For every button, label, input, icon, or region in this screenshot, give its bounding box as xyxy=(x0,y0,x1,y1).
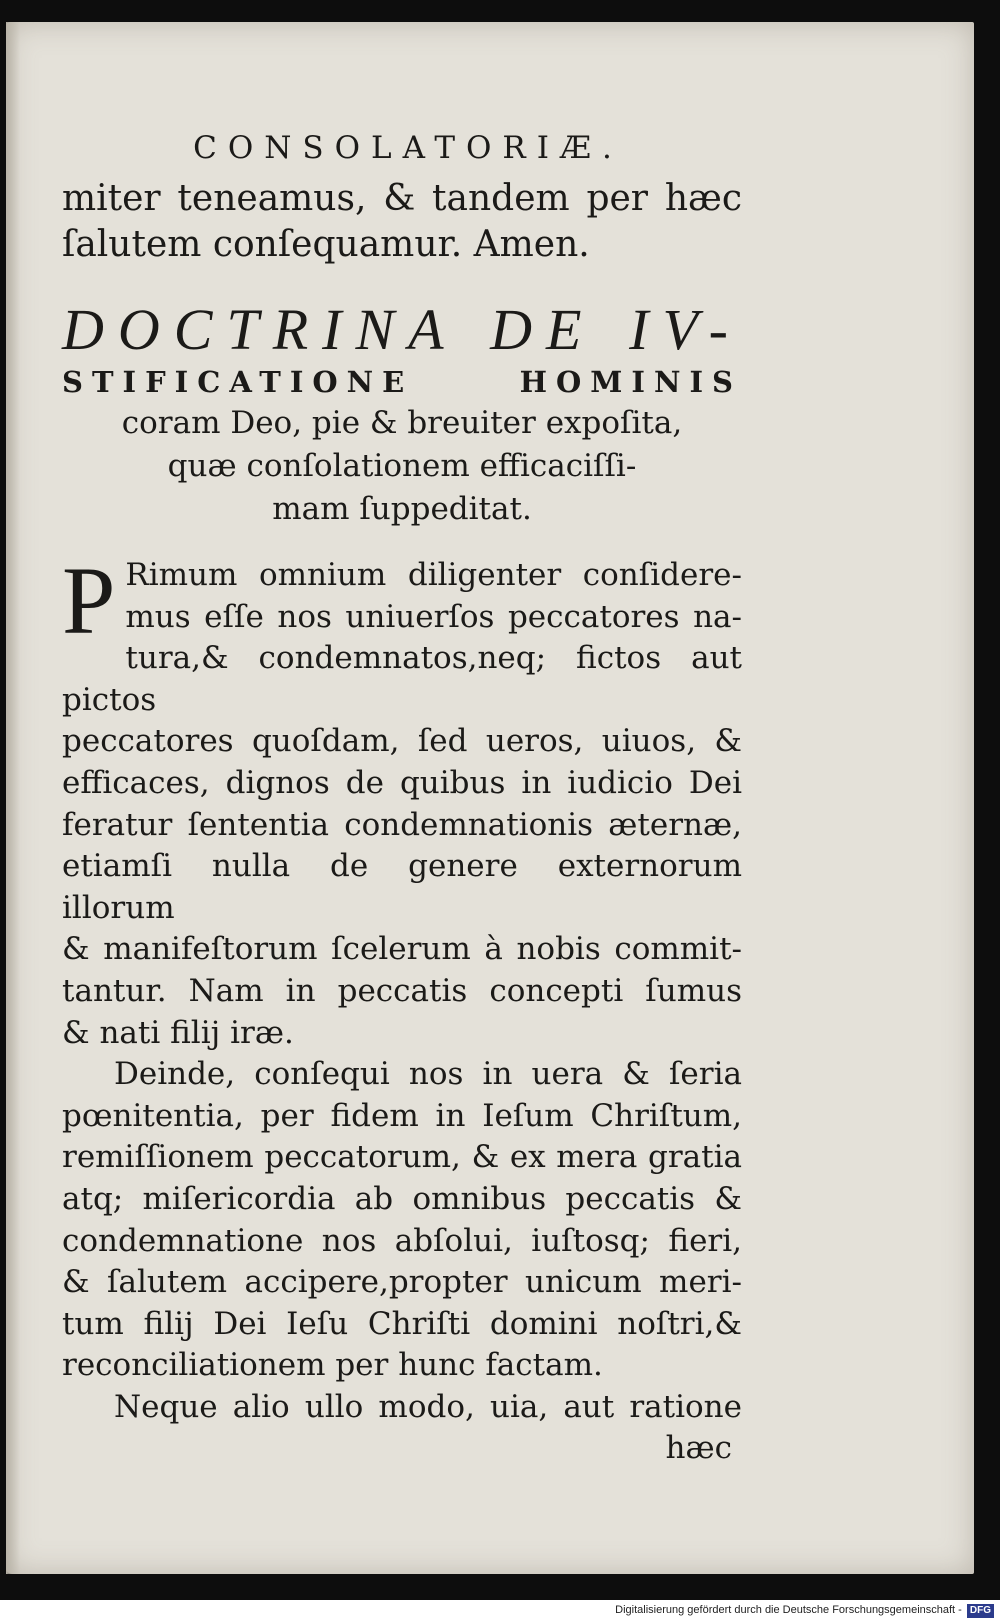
paragraph-3 xyxy=(62,1387,742,1429)
text-line: etiamſi nulla de genere externorum illorum xyxy=(62,848,742,926)
text-line: pœnitentia, per fidem in Ieſum Chriſtum, xyxy=(62,1097,742,1134)
section-title-caps: STIFICATIONE HOMINIS xyxy=(62,365,742,399)
running-head: CONSOLATORIÆ. xyxy=(193,130,623,166)
footer-credit xyxy=(0,1600,1000,1620)
text-line: mus eſſe nos uniuerſos peccatores na- xyxy=(125,598,742,635)
carryover-line: ſalutem conſequamur. Amen. xyxy=(62,224,590,265)
section-subtitle-line: quæ conſolationem efficaciſſi- xyxy=(167,448,637,484)
catchword: hæc xyxy=(665,1430,732,1467)
section-title: DOCTRINA DE IV- xyxy=(62,297,742,362)
section-subtitle-line: mam ſuppeditat. xyxy=(272,491,532,527)
text-block xyxy=(62,102,742,1470)
section-subtitle-line: coram Deo, pie & breuiter expoſita, xyxy=(121,405,683,441)
book-page xyxy=(6,22,974,1574)
footer-text: Digitalisierung gefördert durch die Deutsche Forschungsgemeinschaft - xyxy=(615,1604,962,1616)
dfg-logo: DFG xyxy=(967,1604,994,1618)
text-line: tantur. Nam in peccatis concepti ſumus xyxy=(62,972,742,1009)
text-line: atq; miſericordia ab omnibus peccatis & xyxy=(62,1180,742,1217)
carryover-line: miter teneamus, & tandem per hæc xyxy=(62,178,742,219)
text-line: Deinde, conſequi nos in uera & ſeria xyxy=(114,1056,742,1093)
text-line: & nati filij iræ. xyxy=(62,1014,294,1051)
text-line: Neque alio ullo modo, uia, aut ratione xyxy=(114,1388,742,1425)
text-line: feratur ſententia condemnationis æternæ, xyxy=(62,806,742,843)
text-line: & ſalutem accipere,propter unicum meri- xyxy=(62,1264,742,1301)
body-text xyxy=(62,547,742,1470)
text-line: tum filij Dei Ieſu Chriſti domini noſtri,& xyxy=(62,1305,742,1342)
drop-cap: P xyxy=(62,547,116,654)
page-gutter-shadow xyxy=(6,22,20,1574)
text-line: tura,& condemnatos,neq; fictos aut pictos xyxy=(62,640,742,718)
paragraph-2 xyxy=(62,1054,742,1387)
text-line: efficaces, dignos de quibus in iudicio Dei xyxy=(62,764,742,801)
text-line: reconciliationem per hunc factam. xyxy=(62,1347,603,1384)
text-line: & manifeſtorum ſcelerum à nobis commit- xyxy=(62,931,742,968)
text-line: condemnatione nos abſolui, iuſtosq; fieri, xyxy=(62,1222,742,1259)
paragraph-1 xyxy=(62,547,742,1054)
text-line: peccatores quoſdam, ſed ueros, uiuos, & xyxy=(62,723,742,760)
text-line: Rimum omnium diligenter conſidere- xyxy=(125,557,742,593)
text-line: remiſſionem peccatorum, & ex mera gratia xyxy=(62,1139,742,1176)
